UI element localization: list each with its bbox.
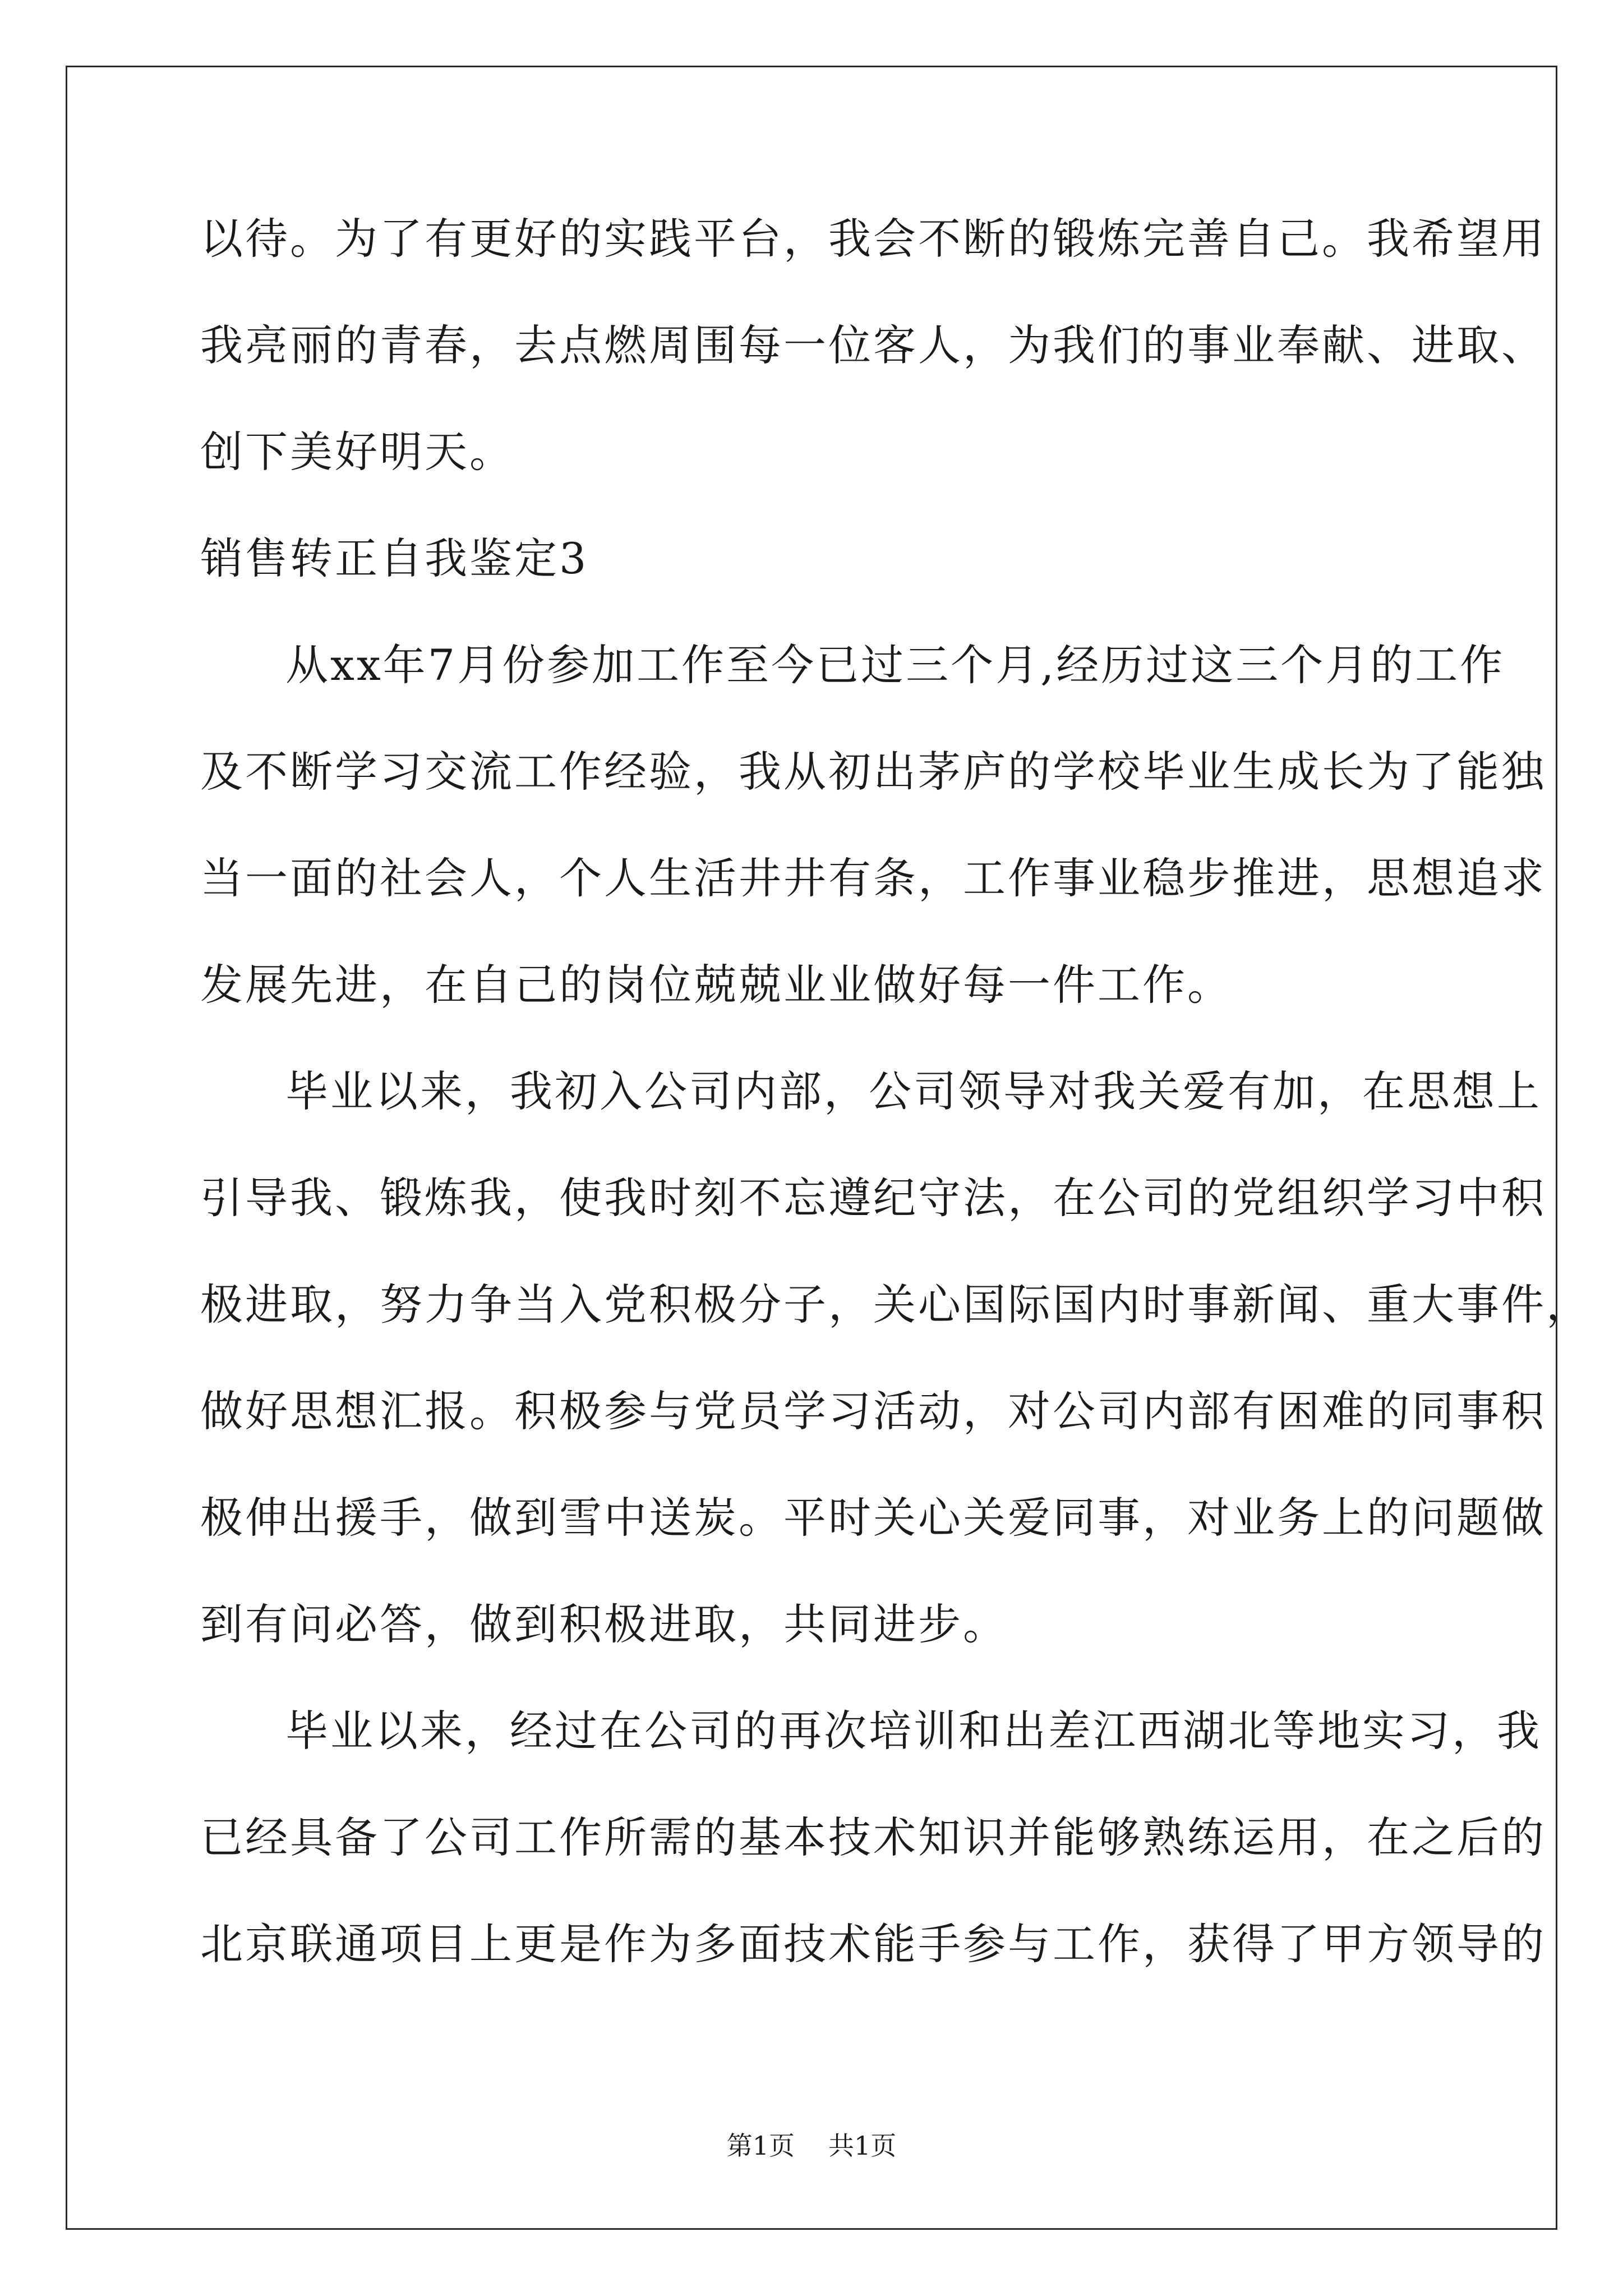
text-line: 极进取，努力争当入党积极分子，关心国际国内时事新闻、重大事件， [200, 1280, 1591, 1329]
text-line: 极伸出援手，做到雪中送炭。平时关心关爱同事，对业务上的问题做 [200, 1493, 1546, 1543]
page-number: 第1页 [726, 2131, 795, 2161]
text-line: 从xx年7月份参加工作至今已过三个月,经历过这三个月的工作 [285, 640, 1505, 690]
text-line: 到有问必答，做到积极进取，共同进步。 [200, 1599, 1008, 1649]
text-line: 创下美好明天。 [200, 427, 514, 477]
text-line: 我亮丽的青春，去点燃周围每一位客人，为我们的事业奉献、进取、 [200, 320, 1546, 370]
text-line: 及不断学习交流工作经验，我从初出茅庐的学校毕业生成长为了能独 [200, 747, 1546, 797]
text-line: 引导我、锻炼我，使我时刻不忘遵纪守法，在公司的党组织学习中积 [200, 1173, 1546, 1223]
text-line: 北京联通项目上更是作为多面技术能手参与工作，获得了甲方领导的 [200, 1919, 1546, 1969]
page-count: 共1页 [828, 2131, 897, 2161]
text-line: 做好思想汇报。积极参与党员学习活动，对公司内部有困难的同事积 [200, 1386, 1546, 1436]
text-line: 毕业以来，我初入公司内部，公司领导对我关爱有加，在思想上 [285, 1066, 1542, 1116]
text-line: 以待。为了有更好的实践平台，我会不断的锻炼完善自己。我希望用 [200, 214, 1546, 264]
page-footer [0, 2133, 1623, 2159]
text-line: 当一面的社会人，个人生活井井有条，工作事业稳步推进，思想追求 [200, 853, 1546, 903]
text-line: 发展先进，在自己的岗位兢兢业业做好每一件工作。 [200, 960, 1232, 1010]
section-heading: 销售转正自我鉴定3 [200, 533, 589, 583]
text-line: 毕业以来，经过在公司的再次培训和出差江西湖北等地实习，我 [285, 1706, 1542, 1756]
text-line: 已经具备了公司工作所需的基本技术知识并能够熟练运用，在之后的 [200, 1812, 1546, 1862]
document-body [200, 214, 1591, 2030]
